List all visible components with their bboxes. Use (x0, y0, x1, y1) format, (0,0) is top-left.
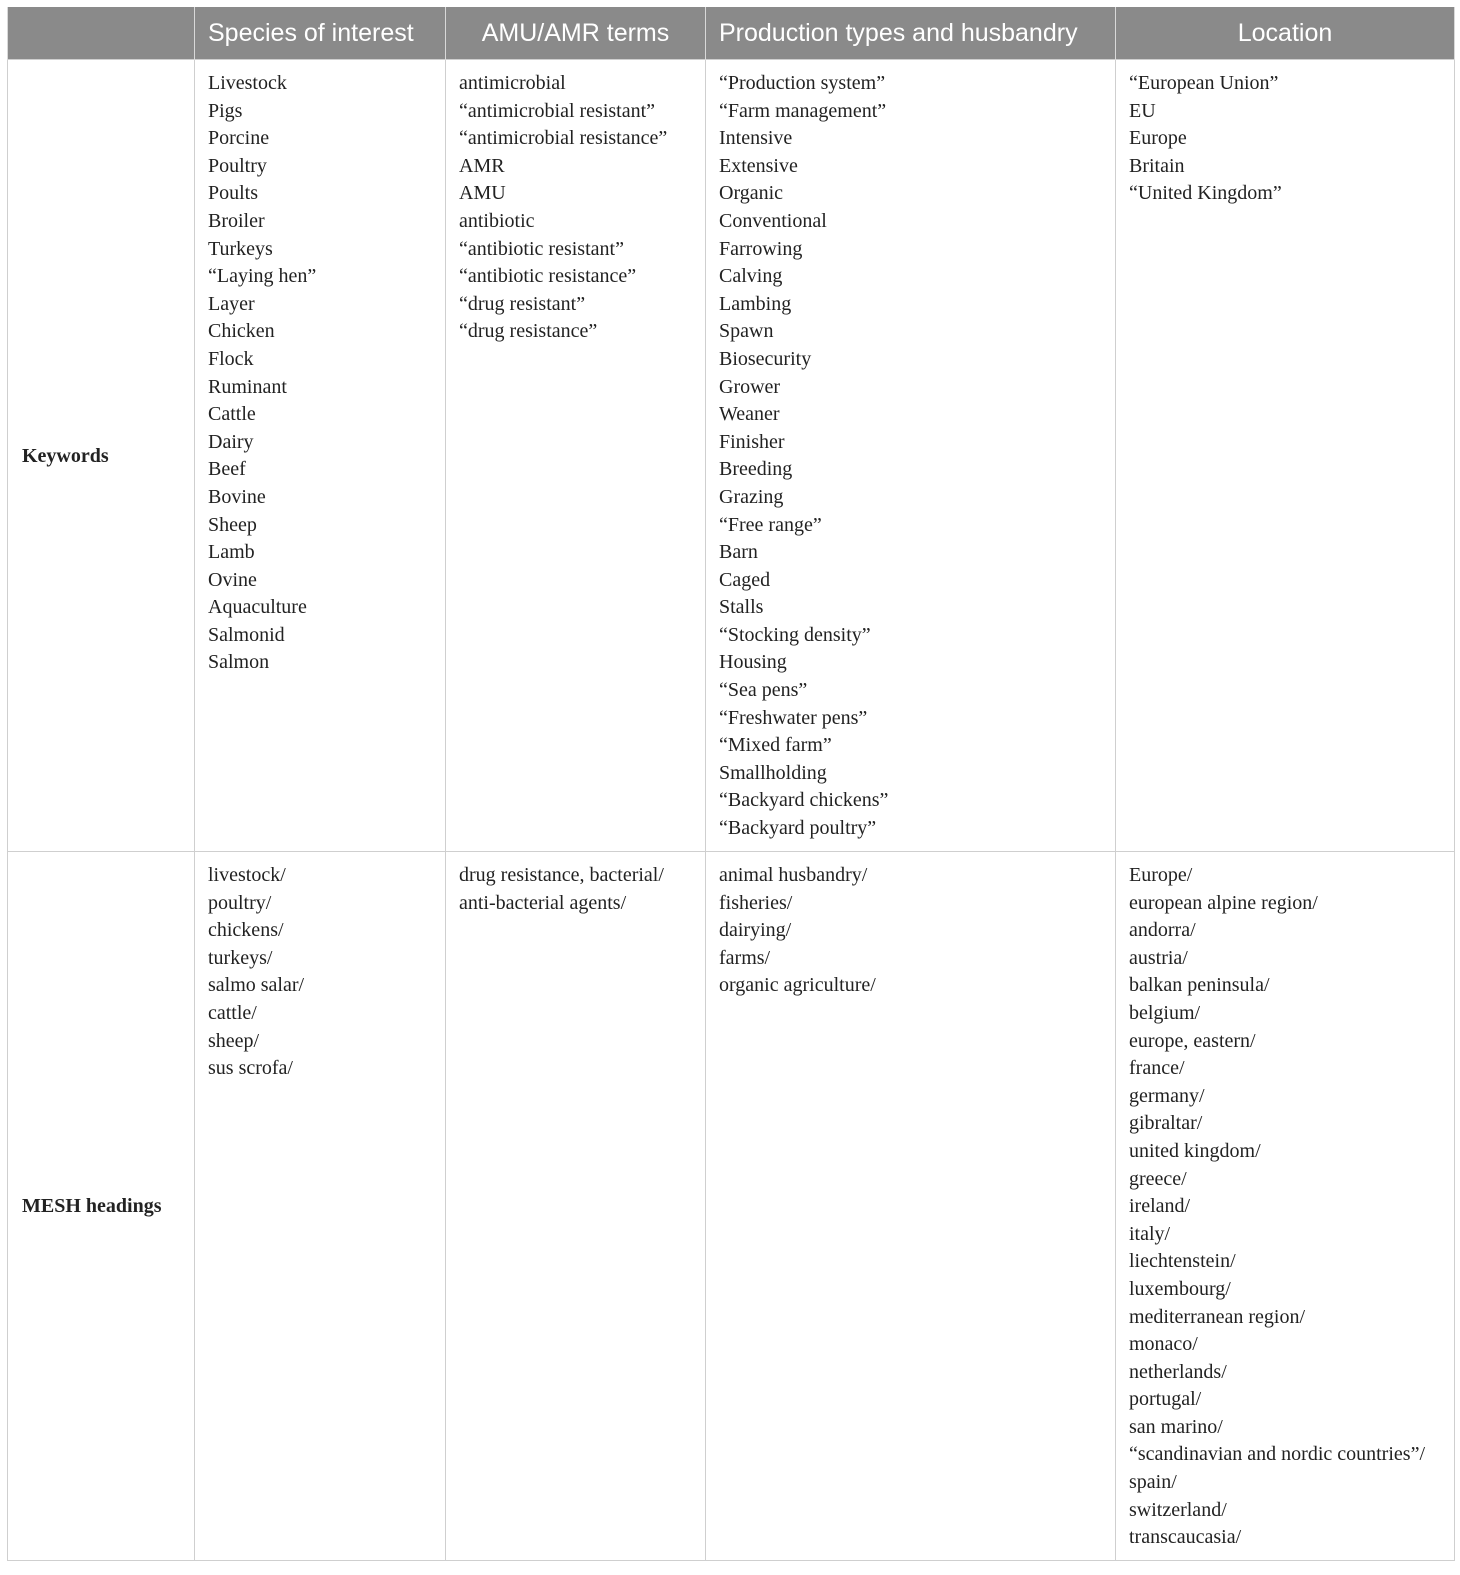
term-item: Grower (719, 375, 781, 398)
term-item: portugal/ (1129, 1388, 1202, 1411)
term-item: Porcine (208, 127, 270, 150)
mesh-location-cell (1116, 852, 1455, 1561)
term-item: europe, eastern/ (1129, 1029, 1256, 1052)
term-item: Dairy (208, 430, 254, 453)
term-item: Bovine (208, 485, 266, 508)
term-item: luxembourg/ (1129, 1277, 1231, 1300)
term-item: Salmonid (208, 623, 285, 646)
term-item: Finisher (719, 430, 785, 453)
term-item: “Stocking density” (719, 623, 871, 646)
term-item: Organic (719, 182, 784, 205)
term-item: Ovine (208, 568, 257, 591)
term-item: Housing (719, 651, 787, 674)
term-item: Ruminant (208, 375, 287, 398)
term-item: farms/ (719, 946, 771, 969)
term-item: “Laying hen” (208, 265, 317, 288)
term-item: “Free range” (719, 513, 822, 536)
term-item: france/ (1129, 1057, 1185, 1080)
term-item: Stalls (719, 596, 764, 619)
header-blank (8, 7, 195, 60)
keywords-row (8, 60, 1455, 852)
term-item: anti-bacterial agents/ (459, 891, 627, 914)
search-terms-table (7, 7, 1455, 1561)
keywords-species-cell (195, 60, 446, 852)
term-item: drug resistance, bacterial/ (459, 864, 664, 886)
term-item: “Production system” (719, 72, 886, 94)
term-item: european alpine region/ (1129, 891, 1318, 914)
term-item: “United Kingdom” (1129, 182, 1282, 205)
term-item: Sheep (208, 513, 257, 536)
term-item: netherlands/ (1129, 1360, 1227, 1383)
term-item: Britain (1129, 154, 1185, 177)
term-item: Calving (719, 265, 783, 288)
row-label-keywords: Keywords (8, 60, 195, 852)
header-amu-amr: AMU/AMR terms (446, 7, 706, 60)
term-item: organic agriculture/ (719, 974, 876, 997)
term-item: austria/ (1129, 946, 1188, 969)
term-item: Spawn (719, 320, 774, 343)
term-item: “antibiotic resistance” (459, 265, 637, 288)
keywords-location-cell (1116, 60, 1455, 852)
term-item: Grazing (719, 485, 784, 508)
term-item: “European Union” (1129, 72, 1279, 94)
mesh-amu-cell (446, 852, 706, 1561)
mesh-row (8, 852, 1455, 1561)
term-item: antibiotic (459, 209, 535, 232)
term-item: Extensive (719, 154, 798, 177)
term-item: Flock (208, 347, 254, 370)
term-item: belgium/ (1129, 1001, 1201, 1024)
term-item: Poultry (208, 154, 267, 177)
term-item: Europe (1129, 127, 1187, 150)
term-item: “antimicrobial resistance” (459, 127, 668, 150)
term-item: dairying/ (719, 919, 792, 942)
term-item: Turkeys (208, 237, 273, 260)
term-item: Weaner (719, 403, 780, 426)
term-item: Aquaculture (208, 596, 307, 619)
term-item: “Mixed farm” (719, 734, 832, 757)
header-row (8, 7, 1455, 60)
term-item: mediterranean region/ (1129, 1305, 1306, 1328)
term-item: “scandinavian and nordic countries”/ (1129, 1443, 1425, 1466)
term-item: poultry/ (208, 891, 272, 914)
term-item: Poults (208, 182, 259, 205)
term-item: “antibiotic resistant” (459, 237, 624, 260)
term-item: ireland/ (1129, 1195, 1191, 1218)
term-item: Breeding (719, 458, 793, 481)
term-item: Livestock (208, 72, 287, 94)
term-item: “Backyard poultry” (719, 817, 877, 840)
term-item: Cattle (208, 403, 256, 426)
term-item: animal husbandry/ (719, 864, 868, 886)
term-item: andorra/ (1129, 919, 1196, 942)
term-item: Broiler (208, 209, 265, 232)
term-item: antimicrobial (459, 72, 566, 94)
header-location: Location (1116, 7, 1455, 60)
term-item: “antimicrobial resistant” (459, 99, 656, 122)
term-item: Smallholding (719, 761, 827, 784)
term-item: chickens/ (208, 919, 284, 942)
term-item: salmo salar/ (208, 974, 305, 997)
header-species: Species of interest (195, 7, 446, 60)
term-item: Beef (208, 458, 246, 481)
term-item: AMR (459, 154, 505, 177)
term-item: italy/ (1129, 1222, 1171, 1245)
mesh-species-cell (195, 852, 446, 1561)
term-item: Caged (719, 568, 771, 591)
term-item: Pigs (208, 99, 243, 122)
keywords-amu-cell (446, 60, 706, 852)
term-item: “Backyard chickens” (719, 789, 889, 812)
row-label-mesh: MESH headings (8, 852, 195, 1561)
term-item: balkan peninsula/ (1129, 974, 1270, 997)
header-production: Production types and husbandry (706, 7, 1116, 60)
term-item: “drug resistance” (459, 320, 598, 343)
term-item: Biosecurity (719, 347, 812, 370)
term-item: “Farm management” (719, 99, 887, 122)
term-item: transcaucasia/ (1129, 1526, 1242, 1549)
term-item: Lambing (719, 292, 792, 315)
term-item: sheep/ (208, 1029, 260, 1052)
term-item: EU (1129, 99, 1156, 122)
term-item: livestock/ (208, 864, 286, 886)
term-item: “drug resistant” (459, 292, 586, 315)
term-item: “Sea pens” (719, 679, 808, 702)
term-item: spain/ (1129, 1471, 1177, 1494)
term-item: germany/ (1129, 1084, 1205, 1107)
keywords-production-cell (706, 60, 1116, 852)
term-item: Barn (719, 541, 758, 564)
term-item: Lamb (208, 541, 255, 564)
term-item: Chicken (208, 320, 275, 343)
term-item: turkeys/ (208, 946, 273, 969)
mesh-production-cell (706, 852, 1116, 1561)
term-item: gibraltar/ (1129, 1112, 1203, 1135)
term-item: Intensive (719, 127, 793, 150)
term-item: AMU (459, 182, 506, 205)
term-item: Europe/ (1129, 864, 1193, 886)
term-item: liechtenstein/ (1129, 1250, 1236, 1273)
term-item: san marino/ (1129, 1415, 1223, 1438)
term-item: Conventional (719, 209, 827, 232)
term-item: Layer (208, 292, 255, 315)
term-item: greece/ (1129, 1167, 1187, 1190)
term-item: Salmon (208, 651, 270, 674)
term-item: “Freshwater pens” (719, 706, 868, 729)
term-item: cattle/ (208, 1001, 257, 1024)
term-item: united kingdom/ (1129, 1139, 1261, 1162)
term-item: fisheries/ (719, 891, 793, 914)
term-item: monaco/ (1129, 1333, 1198, 1356)
term-item: Farrowing (719, 237, 803, 260)
term-item: sus scrofa/ (208, 1057, 293, 1080)
term-item: switzerland/ (1129, 1498, 1227, 1521)
